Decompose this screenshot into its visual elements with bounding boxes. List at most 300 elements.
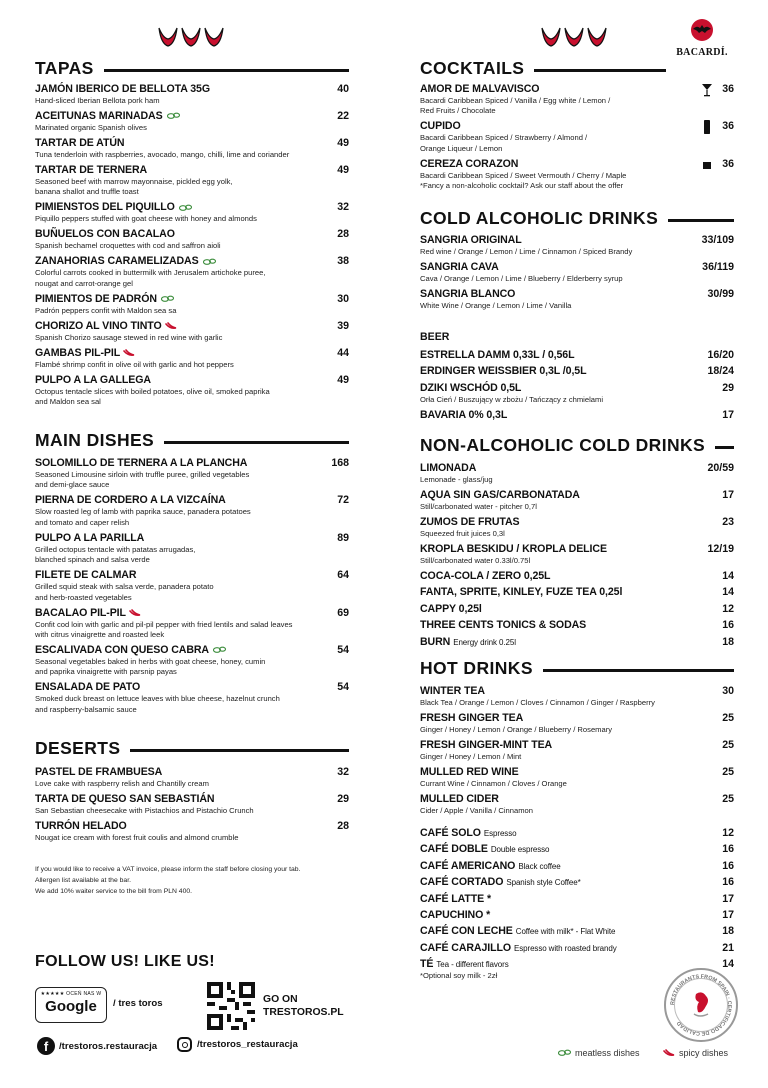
menu-item	[35, 201, 349, 224]
item-price: 64	[337, 569, 349, 582]
item-description: and raspberry-balsamic sauce	[35, 704, 137, 714]
item-price: 18/24	[707, 365, 734, 378]
item-name	[420, 876, 734, 889]
menu-item	[35, 766, 349, 789]
item-description: Nougat ice cream with forest fruit coulis and almond crumble	[35, 833, 239, 842]
item-price: 16	[722, 876, 734, 889]
facebook-handle: /trestoros.restauracja	[59, 1040, 158, 1052]
instagram-handle: /trestoros_restauracja	[197, 1039, 298, 1050]
item-description: Hand-sliced Iberian Bellota pork ham	[35, 96, 160, 105]
item-name	[420, 619, 734, 632]
item-price: 23	[722, 516, 734, 528]
menu-item	[35, 569, 349, 603]
menu-item	[420, 712, 734, 735]
leaf-icon	[213, 646, 226, 654]
item-inline-desc: Coffee with milk* - Flat White	[515, 927, 616, 937]
menu-item	[420, 739, 734, 762]
item-name-text: CAFÉ CON LECHE	[420, 925, 513, 938]
item-price: 29	[722, 381, 734, 394]
item-description: Slow roasted leg of lamb with paprika sauce, panadera potatoes	[35, 507, 251, 517]
menu-item	[35, 644, 349, 678]
instagram-icon	[177, 1037, 192, 1052]
tres-toros-logo	[540, 26, 610, 48]
menu-item	[420, 83, 734, 117]
menu-item	[420, 586, 734, 599]
chili-icon	[165, 322, 177, 330]
menu-item	[420, 827, 734, 840]
menu-item	[35, 494, 349, 528]
item-price: 17	[722, 408, 734, 421]
item-price: 32	[337, 766, 349, 778]
item-name-text: CAFÉ AMERICANO	[420, 859, 516, 872]
item-name-text: TARTAR DE ATÚN	[35, 137, 125, 149]
item-price: 30	[337, 292, 349, 305]
bacardi-wordmark: BACARDÍ.	[676, 47, 728, 58]
item-price: 14	[722, 958, 734, 971]
rocks-glass-icon	[702, 158, 712, 172]
item-price: 168	[331, 457, 349, 469]
item-price: 39	[337, 319, 349, 332]
hot-drinks-header	[420, 656, 734, 680]
item-name	[420, 570, 734, 583]
section-rule	[715, 446, 734, 449]
item-price: 38	[337, 255, 349, 268]
follow-us-heading: FOLLOW US! LIKE US!	[35, 953, 215, 970]
item-name	[35, 201, 349, 214]
badge-stars: ★★★★★ OCEŃ NAS W	[40, 991, 102, 997]
bacardi-logo	[672, 18, 732, 58]
beer-subheading: BEER	[420, 331, 450, 343]
item-name-text: MULLED RED WINE	[420, 766, 519, 778]
menu-item	[420, 619, 734, 632]
menu-item	[35, 793, 349, 816]
item-description: Orange Liqueur / Lemon	[420, 143, 503, 153]
item-description: Red wine / Orange / Lemon / Lime / Cinnamon / Spiced Brandy	[420, 247, 633, 256]
note-line: If you would like to receive a VAT invoice, please inform the staff before closing your tab.	[35, 866, 301, 873]
section-title: HOT DRINKS	[420, 657, 533, 678]
item-name-text: WINTER TEA	[420, 685, 485, 697]
item-name	[35, 374, 349, 387]
item-name-text: ENSALADA DE PATO	[35, 681, 141, 694]
menu-item	[35, 457, 349, 491]
item-name-text: PULPO A LA GALLEGA	[35, 373, 151, 386]
item-name	[35, 793, 349, 806]
menu-item	[420, 365, 734, 378]
chili-icon	[129, 609, 141, 617]
item-name-text: TARTA DE QUESO SAN SEBASTIÁN	[35, 793, 215, 805]
qr-code[interactable]	[207, 982, 255, 1030]
google-review-badge[interactable]	[35, 987, 107, 1023]
item-name-text: AMOR DE MALVAVISCO	[420, 83, 540, 95]
item-description: Octopus tentacle slices with boiled potatoes, olive oil, smoked paprika	[35, 386, 270, 396]
menu-item	[420, 570, 734, 583]
item-name	[35, 347, 349, 360]
item-name	[420, 925, 734, 938]
item-name-text: ZANAHORIAS CARAMELIZADAS	[35, 255, 199, 268]
item-price: 29	[337, 793, 349, 805]
section-rule	[543, 669, 734, 672]
item-name-text: TÉ	[420, 958, 434, 971]
item-name-text: CAPUCHINO *	[420, 909, 491, 921]
item-name	[35, 494, 349, 507]
item-name	[420, 516, 734, 529]
item-price: 32	[337, 201, 349, 214]
item-name-text: PIMIENSTOS DEL PIQUILLO	[35, 201, 175, 214]
section-title: COLD ALCOHOLIC DRINKS	[420, 207, 659, 228]
left-column	[35, 0, 349, 1088]
item-price: 22	[337, 110, 349, 122]
item-price: 12/19	[707, 543, 734, 555]
menu-item	[35, 137, 349, 160]
menu-item	[35, 164, 349, 198]
instagram-link[interactable]	[177, 1037, 298, 1052]
highball-glass-icon	[702, 120, 712, 134]
item-price: 25	[722, 739, 734, 751]
menu-item	[420, 942, 734, 955]
section-title: MAIN DISHES	[35, 429, 155, 450]
item-inline-desc: Tea - different flavors	[436, 960, 509, 970]
menu-item	[35, 293, 349, 316]
section-title: DESERTS	[35, 737, 121, 758]
item-price: 49	[337, 164, 349, 176]
item-price: 40	[337, 83, 349, 95]
item-description: and paprika vinaigrette with parsnip payas	[35, 667, 177, 677]
item-name	[35, 110, 349, 123]
section-rule	[130, 749, 349, 752]
item-name	[35, 137, 349, 150]
menu-item	[35, 228, 349, 251]
item-inline-desc: Espresso	[483, 829, 517, 838]
item-description: Padrón peppers confit with Maldon sea sa	[35, 305, 177, 315]
menu-item	[420, 909, 734, 922]
item-description: nougat and carrot-orange gel	[35, 278, 133, 288]
item-name	[420, 909, 734, 922]
item-description: Black Tea / Orange / Lemon / Cloves / Cinnamon / Ginger / Raspberry	[420, 698, 655, 707]
item-description: *Fancy a non-alcoholic cocktail? Ask our staff about the offer	[420, 181, 624, 191]
item-inline-desc: Espresso with roasted brandy	[514, 943, 617, 953]
legend-spicy	[660, 1048, 728, 1058]
item-price: 16	[722, 843, 734, 856]
item-name	[420, 636, 734, 649]
item-name-text: FRESH GINGER-MINT TEA	[420, 739, 553, 751]
item-description: Seasoned Limousine sirloin with truffle puree, grilled vegetables	[35, 470, 250, 479]
item-name	[35, 255, 349, 268]
item-name-text: ESCALIVADA CON QUESO CABRA	[35, 644, 209, 656]
item-name-text: PIMIENTOS DE PADRÓN	[35, 292, 157, 305]
item-inline-desc: Double espresso	[490, 845, 550, 855]
facebook-icon: f	[37, 1037, 55, 1055]
item-name-text: CAFÉ SOLO	[420, 827, 481, 839]
item-name	[420, 83, 734, 96]
cold-alcoholic-header	[420, 206, 734, 230]
item-price: 17	[722, 892, 734, 905]
google-wordmark: Google	[45, 998, 97, 1015]
item-name	[35, 320, 349, 333]
item-description: *Optional soy milk - 2zł	[420, 971, 498, 981]
item-description: Cider / Apple / Vanilla / Cinnamon	[420, 806, 533, 815]
menu-item	[35, 83, 349, 106]
item-inline-desc: Energy drink 0.25l	[453, 637, 516, 647]
bat-icon	[690, 18, 714, 42]
section-rule	[104, 69, 349, 72]
item-price: 49	[337, 373, 349, 386]
menu-item	[420, 925, 734, 938]
item-description: Lemonade - glass/jug	[420, 475, 493, 484]
item-description: San Sebastian cheesecake with Pistachios and Pistachio Crunch	[35, 806, 254, 815]
item-name	[420, 860, 734, 873]
menu-item	[420, 234, 734, 257]
chili-icon	[123, 349, 135, 357]
item-name-text: LIMONADA	[420, 462, 477, 474]
cocktails-header	[420, 56, 666, 80]
item-description: Seasonal vegetables baked in herbs with goat cheese, honey, cumin	[35, 657, 266, 666]
section-rule	[164, 441, 349, 444]
non-alcoholic-header	[420, 433, 734, 457]
item-name-text: FILETE DE CALMAR	[35, 569, 137, 582]
legend-meatless	[554, 1048, 640, 1058]
item-name-text: GAMBAS PIL-PIL	[35, 346, 121, 359]
item-name	[35, 820, 349, 833]
item-name-text: AQUA SIN GAS/CARBONATADA	[420, 489, 580, 501]
item-name	[35, 293, 349, 306]
item-name-text: TARTAR DE TERNERA	[35, 164, 148, 176]
menu-item	[35, 110, 349, 133]
tapas-header	[35, 56, 349, 80]
menu-item	[420, 489, 734, 512]
facebook-link[interactable]	[37, 1037, 157, 1055]
item-description: Ginger / Honey / Lemon / Orange / Blueberry / Rosemary	[420, 725, 613, 734]
menu-item	[420, 158, 734, 192]
tres-toros-logo	[157, 26, 227, 48]
menu-item	[420, 288, 734, 311]
item-description: Smoked duck breast on lettuce leaves with blue cheese, hazelnut crunch	[35, 694, 280, 704]
item-name	[35, 532, 349, 545]
item-name	[420, 349, 734, 362]
item-inline-desc: Spanish style Coffee*	[506, 878, 581, 888]
item-name-text: BAVARIA 0% 0,3L	[420, 408, 508, 421]
section-rule	[668, 219, 734, 222]
item-name-text: SANGRIA BLANCO	[420, 288, 516, 300]
item-name-text: CAFÉ CORTADO	[420, 876, 504, 889]
item-name-text: CAFÉ LATTE *	[420, 892, 491, 905]
item-name	[420, 893, 734, 906]
leaf-icon	[167, 112, 180, 120]
item-price: 28	[337, 228, 349, 241]
leaf-icon	[558, 1049, 571, 1057]
item-name-text: ESTRELLA DAMM 0,33L / 0,56L	[420, 349, 575, 361]
section-title: COCKTAILS	[420, 57, 525, 78]
item-price: 89	[337, 531, 349, 544]
menu-item	[420, 349, 734, 362]
footer-notes	[35, 864, 300, 897]
item-name	[420, 543, 734, 556]
item-price: 36	[722, 157, 734, 170]
item-name-text: MULLED CIDER	[420, 793, 499, 805]
item-description: Grilled octopus tentacle with patatas arrugadas,	[35, 544, 196, 554]
section-title: TAPAS	[35, 57, 94, 78]
item-name-text: FANTA, SPRITE, KINLEY, FUZE TEA 0,25l	[420, 586, 623, 599]
menu-item	[420, 876, 734, 889]
item-name	[35, 228, 349, 241]
item-name-text: CEREZA CORAZON	[420, 157, 519, 170]
menu-item	[35, 820, 349, 843]
right-column	[420, 0, 734, 1088]
item-description: Grilled squid steak with salsa verde, panadera potato	[35, 582, 214, 592]
menu-item	[420, 793, 734, 816]
item-price: 33/109	[701, 234, 734, 246]
item-name	[420, 586, 734, 599]
menu-item	[420, 766, 734, 789]
item-price: 14	[722, 586, 734, 599]
item-name	[420, 739, 734, 752]
item-description: Squeezed fruit juices 0,3l	[420, 529, 505, 538]
item-name	[35, 83, 349, 96]
item-description: White Wine / Orange / Lemon / Lime / Vanilla	[420, 301, 572, 310]
leaf-icon	[203, 258, 216, 266]
section-rule	[534, 69, 666, 72]
item-description: Colorful carrots cooked in buttermilk with Jerusalem artichoke puree,	[35, 268, 266, 278]
item-price: 16	[722, 859, 734, 872]
item-name	[35, 766, 349, 779]
item-price: 21	[722, 941, 734, 954]
chili-icon	[663, 1049, 675, 1057]
item-price: 36	[722, 83, 734, 95]
item-description: with citrus vinaigrette and roasted leek	[35, 630, 165, 639]
item-description: Seasoned beef with marrow mayonnaise, pickled egg yolk,	[35, 177, 233, 186]
item-name-text: CUPIDO	[420, 120, 461, 133]
item-name	[420, 261, 734, 274]
legend-meatless-label: meatless dishes	[575, 1048, 640, 1058]
item-price: 69	[337, 606, 349, 619]
tres-toros-label: / tres toros	[113, 998, 163, 1009]
item-price: 28	[337, 820, 349, 832]
menu-item	[420, 462, 734, 485]
item-name	[420, 365, 734, 378]
item-price: 36/119	[702, 261, 734, 273]
item-name-text: PIERNA DE CORDERO A LA VIZCAÍNA	[35, 494, 226, 507]
item-name-text: ERDINGER WEISSBIER 0,3L /0,5L	[420, 365, 587, 378]
item-name-text: KROPLA BESKIDU / KROPLA DELICE	[420, 543, 607, 555]
item-name	[420, 382, 734, 395]
item-name	[420, 489, 734, 502]
item-name-text: BACALAO PIL-PIL	[35, 606, 126, 619]
item-description: Tuna tenderloin with raspberries, avocado, mango, chilli, lime and coriander	[35, 150, 290, 159]
item-description: Piquillo peppers stuffed with goat cheese with honey and almonds	[35, 214, 257, 224]
menu-item	[420, 685, 734, 708]
item-description: Bacardi Caribbean Spiced / Vanilla / Egg white / Lemon /	[420, 96, 611, 105]
item-name	[420, 827, 734, 840]
menu-item	[35, 681, 349, 715]
seal-hand-icon	[666, 970, 736, 1040]
item-name	[420, 462, 734, 475]
item-description: Bacardi Caribbean Spiced / Sweet Vermouth / Cherry / Maple	[420, 170, 627, 180]
item-description: banana shallot and truffle toast	[35, 187, 139, 197]
item-description: Currant Wine / Cinnamon / Cloves / Orange	[420, 779, 567, 788]
item-description: and herb-roasted vegetables	[35, 592, 132, 602]
item-name-text: PASTEL DE FRAMBUESA	[35, 766, 163, 778]
item-description: Spanish bechamel croquettes with cod and saffron aioli	[35, 241, 221, 251]
item-name	[420, 766, 734, 779]
section-title: NON-ALCOHOLIC COLD DRINKS	[420, 434, 706, 455]
item-name-text: THREE CENTS TONICS & SODAS	[420, 619, 587, 632]
item-price: 25	[722, 793, 734, 805]
item-inline-desc: Black coffee	[518, 861, 561, 871]
item-name	[35, 164, 349, 177]
menu-item	[420, 409, 734, 422]
item-name	[420, 843, 734, 856]
item-price: 12	[722, 602, 734, 615]
item-name-text: SANGRIA CAVA	[420, 261, 499, 273]
martini-glass-icon	[702, 83, 712, 97]
item-name-text: CAFÉ DOBLE	[420, 843, 488, 856]
item-price: 18	[722, 635, 734, 648]
item-description: and Maldon sea sal	[35, 397, 101, 407]
menu-item	[35, 255, 349, 289]
item-description: blanched spinach and salsa verde	[35, 555, 150, 565]
item-name	[35, 607, 349, 620]
item-price: 12	[722, 827, 734, 839]
note-line: We add 10% waiter service to the bill from PLN 400.	[35, 888, 193, 895]
item-name-text: SOLOMILLO DE TERNERA A LA PLANCHA	[35, 457, 248, 469]
seal-text: RESTAURANTS FROM SPAIN · CERTIFICADO DE CALIDAD	[669, 973, 733, 1037]
item-price: 36	[722, 120, 734, 133]
menu-item	[420, 636, 734, 649]
item-description: and demi-glace sauce	[35, 480, 110, 490]
go-on-label: GO ON	[263, 994, 298, 1005]
item-name	[420, 288, 734, 301]
item-name-text: DZIKI WSCHÓD 0,5L	[420, 381, 522, 394]
menu-item	[420, 516, 734, 539]
item-name-text: FRESH GINGER TEA	[420, 712, 524, 724]
item-price: 54	[337, 681, 349, 694]
item-price: 17	[722, 909, 734, 921]
item-description: and tomato and caper relish	[35, 517, 130, 527]
item-name-text: ACEITUNAS MARINADAS	[35, 110, 163, 122]
menu-item	[420, 261, 734, 284]
item-name	[420, 712, 734, 725]
menu-item	[420, 893, 734, 906]
legend-spicy-label: spicy dishes	[679, 1048, 729, 1058]
item-name	[420, 158, 734, 171]
item-description: Orła Cień / Buszujący w zbożu / Tańczący z chmielami	[420, 394, 604, 404]
item-name-text: BUÑUELOS CON BACALAO	[35, 228, 175, 241]
item-description: Flambé shrimp confit in olive oil with garlic and hot peppers	[35, 359, 234, 369]
item-name	[420, 409, 734, 422]
item-price: 25	[722, 766, 734, 778]
item-name	[420, 120, 734, 133]
item-name	[420, 685, 734, 698]
item-price: 30	[722, 685, 734, 697]
item-price: 20/59	[707, 462, 734, 474]
website-callout[interactable]	[263, 993, 344, 1019]
item-description: Confit cod loin with garlic and pil-pil pepper with fried lentils and salad leaves	[35, 619, 293, 629]
item-name	[420, 234, 734, 247]
item-name	[420, 942, 734, 955]
menu-item	[420, 120, 734, 154]
item-price: 49	[337, 137, 349, 149]
item-name-text: ZUMOS DE FRUTAS	[420, 516, 520, 528]
item-description: Ginger / Honey / Lemon / Mint	[420, 752, 522, 761]
item-price: 16/20	[707, 349, 734, 361]
menu-item	[35, 532, 349, 566]
item-name	[420, 793, 734, 806]
item-description: Cava / Orange / Lemon / Lime / Blueberry / Elderberry syrup	[420, 274, 623, 283]
item-name-text: CAPPY 0,25l	[420, 602, 482, 615]
main-dishes-header	[35, 428, 349, 452]
item-description: Red Fruits / Chocolate	[420, 106, 496, 116]
leaf-icon	[161, 295, 174, 303]
menu-item	[420, 543, 734, 566]
